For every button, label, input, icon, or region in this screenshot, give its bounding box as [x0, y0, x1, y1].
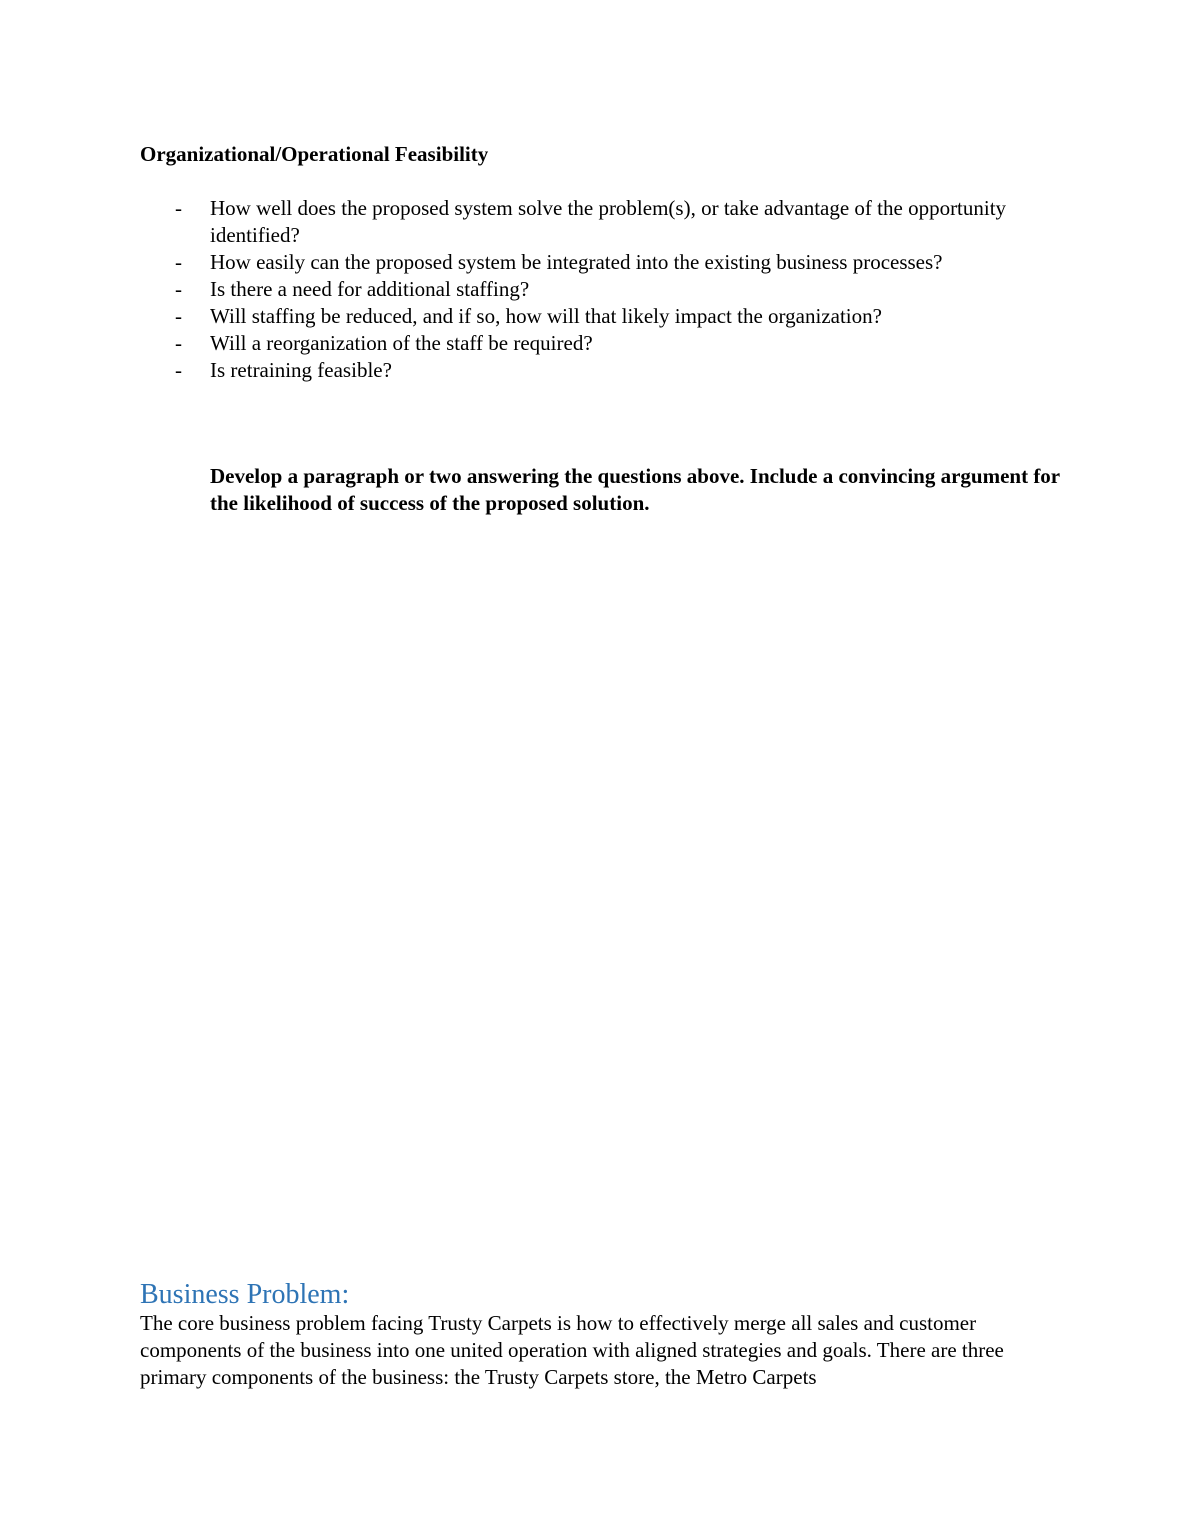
- list-item: [140, 276, 1060, 303]
- list-dash: -: [175, 331, 182, 355]
- section-title: Organizational/Operational Feasibility: [140, 142, 489, 166]
- question-text: Is there a need for additional staffing?: [210, 277, 530, 301]
- instructions-paragraph: Develop a paragraph or two answering the questions above. Include a convincing argument for the likelihood of success of the proposed solution.: [210, 464, 1060, 515]
- list-dash: -: [175, 358, 182, 382]
- question-text: How easily can the proposed system be integrated into the existing business processes?: [210, 250, 943, 274]
- business-problem-paragraph: The core business problem facing Trusty Carpets is how to effectively merge all sales and customer components of the business into one united operation with aligned strategies and goals. There are three primary components of the business: the Trusty Carpets store, the Metro Carpets: [140, 1311, 1004, 1389]
- list-item: [140, 330, 1060, 357]
- list-item: [140, 357, 1060, 384]
- question-text: Will a reorganization of the staff be required?: [210, 331, 593, 355]
- list-dash: -: [175, 196, 182, 220]
- question-text: How well does the proposed system solve the problem(s), or take advantage of the opportunity identified?: [210, 196, 1007, 247]
- list-item: [140, 195, 1060, 249]
- list-dash: -: [175, 304, 182, 328]
- question-text: Will staffing be reduced, and if so, how will that likely impact the organization?: [210, 304, 882, 328]
- list-item: [140, 303, 1060, 330]
- business-problem-heading: Business Problem:: [140, 1279, 350, 1311]
- list-dash: -: [175, 250, 182, 274]
- question-text: Is retraining feasible?: [210, 358, 392, 382]
- question-list: [140, 195, 1060, 384]
- list-item: [140, 249, 1060, 276]
- list-dash: -: [175, 277, 182, 301]
